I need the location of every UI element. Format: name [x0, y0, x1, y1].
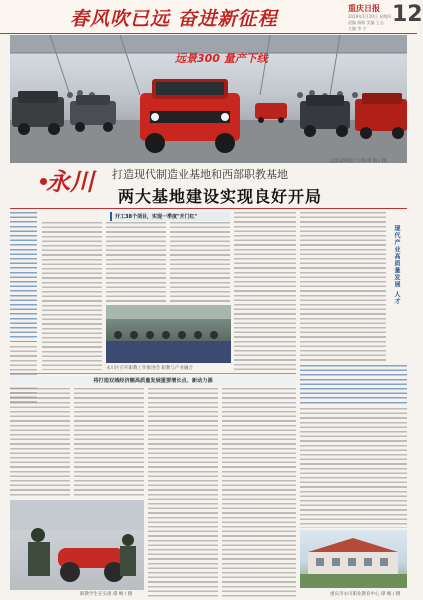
headline-subtitle: 打造现代制造业基地和西部职教基地	[112, 168, 288, 181]
right-column-2	[300, 408, 407, 528]
header-date: 2019年1月10日 星期四	[348, 14, 392, 19]
school-photo	[300, 530, 407, 588]
school-illustration	[300, 530, 407, 588]
mid-photo-caption: 永川区召开职教工作推进会 职教与产业融合	[106, 366, 193, 371]
article-column-5	[10, 388, 70, 498]
article-column-6	[74, 388, 144, 498]
hero-caption: 远景300量产下线 谭 畅 / 摄	[330, 159, 387, 164]
conference-illustration	[106, 305, 231, 363]
header-editor: 责编 杨敏 美编 王志	[348, 20, 384, 25]
article-column-2	[106, 222, 166, 302]
right-blue-text	[300, 365, 407, 405]
training-illustration	[10, 500, 144, 590]
page-number: 12	[392, 2, 423, 27]
side-title: 现代产业高质量发展 人才	[393, 225, 400, 306]
article-column-4	[234, 212, 296, 372]
right-photo-caption: 重庆市永川职业教育中心 谭 畅 / 摄	[330, 592, 401, 597]
intro-column	[10, 212, 37, 342]
headline-location: 永川	[46, 167, 94, 196]
header-slogan: 春风吹已远 奋进新征程	[70, 8, 278, 30]
training-photo	[10, 500, 144, 590]
article-column-1	[42, 222, 102, 370]
section-rule-2	[10, 373, 296, 374]
article-column-3	[170, 222, 230, 302]
hero-banner-text: 远景300 量产下线	[175, 52, 268, 65]
headline-title: 两大基地建设实现良好开局	[118, 187, 323, 206]
right-column-1	[300, 212, 386, 362]
section-heading-2: 将打造双城经济圈高质量发展重要增长点、新动力源	[10, 376, 296, 385]
article-column-7	[148, 388, 218, 598]
newspaper-logo: 重庆日报	[348, 3, 380, 13]
section-heading-1: 开工38个项目，实现一季度"开门红"	[110, 212, 230, 221]
headline-rule	[10, 208, 407, 209]
conference-photo	[106, 305, 231, 363]
article-column-8	[222, 388, 296, 598]
bottom-photo-caption: 职教学生在实训 谭 畅 / 摄	[80, 592, 133, 597]
header-chief: 主编 李 宁	[348, 26, 367, 31]
